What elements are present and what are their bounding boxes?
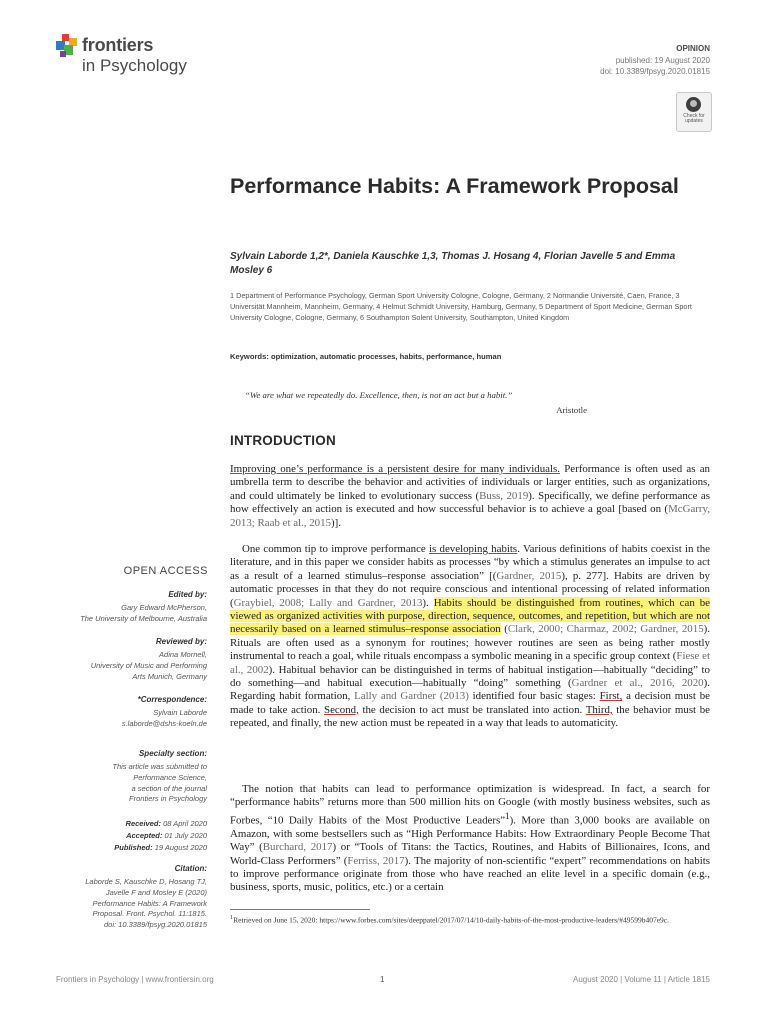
text-run: . Various definitions of habits coexist in the literature, and in this paper we consider habits as processes “by which a stimulus generates an impulse to act as a result of a learned stimulus–response association” [( bbox=[230, 543, 710, 582]
underlined-text: First, bbox=[599, 690, 623, 703]
highlighted-text: Habits should be distinguished from routines, which can be viewed as organized activities with purpose, direction, sequence, outcomes, and repetition, but which are not necessarily based on a learned stimulus–response association bbox=[230, 596, 711, 636]
citation-link[interactable]: Burchard, 2017 bbox=[262, 841, 333, 854]
citation-link[interactable]: Buss, 2019 bbox=[479, 489, 529, 502]
footnote-divider bbox=[230, 909, 370, 910]
text-run: identified four basic stages: bbox=[468, 690, 600, 703]
journal-logo[interactable] bbox=[56, 32, 206, 80]
sidebar-line: Arts Munich, Germany bbox=[132, 671, 207, 681]
crossmark-icon bbox=[686, 97, 701, 112]
editor-info bbox=[7, 603, 207, 625]
citation-info bbox=[7, 877, 207, 931]
sidebar-line: Laborde S, Kauschke D, Hosang TJ, bbox=[85, 877, 207, 886]
sidebar-line: Gary Edward McPherson, bbox=[121, 603, 207, 612]
text-run: ). Rituals are often used as a synonym for routines; however routines are seen as being rather mostly instrumental to reach a goal, while rituals encompass a symbolic meaning in a specific group context ( bbox=[230, 623, 710, 663]
footer-journal-link[interactable]: Frontiers in Psychology | www.frontiersin.org bbox=[56, 975, 214, 984]
sidebar-line: Proposal. Front. Psychol. 11:1815. bbox=[92, 909, 207, 919]
text-run: ( bbox=[500, 623, 508, 636]
citation-link[interactable]: Ferriss, 2017 bbox=[347, 854, 405, 867]
open-access-label: OPEN ACCESS bbox=[123, 565, 208, 577]
footnote-ref[interactable]: 1 bbox=[505, 810, 510, 821]
received-label: Received: bbox=[125, 819, 161, 828]
footnote bbox=[230, 912, 710, 926]
published-date-sidebar bbox=[7, 843, 207, 854]
citation-link[interactable]: McGarry, 2013; Raab et al., 2015 bbox=[230, 503, 710, 529]
sidebar-line: University of Music and Performing bbox=[90, 660, 207, 670]
received-value: 08 April 2020 bbox=[163, 819, 207, 828]
correspondence-heading: *Correspondence: bbox=[137, 695, 207, 704]
text-run: ), p. 277]. Habits are driven by automatic processes in that they do not require conscious and intentional processing of related information ( bbox=[230, 569, 710, 609]
citation-link[interactable]: Fiese et al., 2002 bbox=[230, 650, 710, 676]
text-run: ). bbox=[422, 596, 434, 609]
reviewed-by-heading: Reviewed by: bbox=[155, 637, 207, 646]
keywords-label: Keywords: bbox=[230, 352, 269, 361]
received-date bbox=[7, 819, 207, 830]
text-run: ). Habitual behavior can be distinguished in terms of habitual instigation—habitually “deciding” to do something—and habitual execution—habitually “doing” something ( bbox=[230, 663, 710, 690]
text-run: ). More than 3,000 books are available on Amazon, with some bestsellers such as “High Performance Habits: How Extraordinary People Become That Way” ( bbox=[230, 814, 710, 854]
citation-link[interactable]: Gardner et al., 2016, 2020 bbox=[571, 677, 704, 690]
specialty-info bbox=[7, 762, 207, 805]
keywords bbox=[230, 352, 710, 361]
underlined-text: is developing habits bbox=[429, 543, 518, 555]
accepted-date bbox=[7, 831, 207, 842]
sidebar-line: Sylvain Laborde bbox=[153, 708, 207, 717]
accepted-value: 01 July 2020 bbox=[164, 831, 207, 840]
underlined-text: Third, bbox=[585, 703, 613, 716]
sidebar-line: Adina Mornell, bbox=[159, 650, 207, 659]
crossmark-label: Check for updates bbox=[683, 113, 705, 124]
accepted-label: Accepted: bbox=[126, 831, 163, 840]
section-heading: INTRODUCTION bbox=[230, 433, 336, 448]
text-run: ). The majority of non-scientific “expert” recommendations on habits to improve performance originate from those who have reached an elite level in a specific domain (e.g., business, sports, music, politics, etc.) or a certain bbox=[230, 854, 711, 894]
text-run: the behavior must be repeated, and finally, the new action must be repeated in a way that leads to automaticity. bbox=[230, 703, 710, 730]
published-label: Published: bbox=[114, 843, 153, 852]
text-run: a decision must be made to take action. bbox=[230, 690, 710, 716]
sidebar-line: doi: 10.3389/fpsyg.2020.01815 bbox=[103, 920, 207, 930]
citation-link[interactable]: Graybiel, 2008; Lally and Gardner, 2013 bbox=[233, 596, 423, 609]
sidebar-line: Javelle F and Mosley E (2020) bbox=[105, 887, 207, 897]
page-number: 1 bbox=[380, 975, 385, 984]
sidebar-line: Performance Habits: A Framework bbox=[92, 898, 207, 908]
body-paragraph-2 bbox=[230, 543, 710, 731]
article-type: OPINION bbox=[676, 44, 710, 53]
sidebar-line: The University of Melbourne, Australia bbox=[80, 613, 207, 623]
body-paragraph-1 bbox=[230, 463, 710, 530]
underlined-text: Second, bbox=[324, 703, 359, 716]
sidebar-line: Performance Science, bbox=[133, 772, 207, 782]
epigraph-author: Aristotle bbox=[556, 405, 587, 415]
author-list: Sylvain Laborde 1,2*, Daniela Kauschke 1,3, Thomas J. Hosang 4, Florian Javelle 5 and Emma Mosley 6 bbox=[230, 251, 676, 276]
text-run: ) or “Tools of Titans: the Tactics, Routines, and Habits of Billionaires, Icons, and World-Class Performers” ( bbox=[230, 841, 710, 867]
keywords-list: optimization, automatic processes, habits, performance, human bbox=[270, 352, 502, 361]
check-for-updates-button[interactable] bbox=[676, 92, 712, 132]
sidebar-line: This article was submitted to bbox=[112, 762, 207, 771]
text-run: )]. bbox=[331, 516, 342, 529]
footer-issue-info: August 2020 | Volume 11 | Article 1815 bbox=[573, 975, 710, 984]
reviewer-info bbox=[7, 650, 207, 682]
edited-by-heading: Edited by: bbox=[168, 590, 207, 599]
text-run: Performance is often used as an umbrella term to describe the behavior and activities of individuals or larger entities, such as organizations, and could ultimately be linked to evolutionary success ( bbox=[230, 463, 710, 502]
citation-link[interactable]: Clark, 2000; Charmaz, 2002; Gardner, 2015 bbox=[507, 623, 704, 636]
sidebar-line: a section of the journal bbox=[131, 783, 207, 793]
article-title: Performance Habits: A Framework Proposal bbox=[230, 174, 679, 198]
brand-name: frontiers bbox=[82, 35, 154, 55]
text-run: ). Specifically, we define performance as how effectively an action is executed and how successful behavior is to achieve a goal [based on ( bbox=[230, 489, 710, 516]
frontiers-logo-icon bbox=[56, 34, 78, 58]
correspondence-info[interactable] bbox=[7, 708, 207, 730]
footnote-marker: 1 bbox=[230, 914, 234, 921]
specialty-heading: Specialty section: bbox=[138, 749, 207, 758]
underlined-text: Improving one’s performance is a persistent desire for many individuals. bbox=[230, 463, 560, 475]
body-paragraph-3 bbox=[230, 783, 710, 895]
citation-link[interactable]: Gardner, 2015 bbox=[496, 569, 562, 582]
published-value: 19 August 2020 bbox=[154, 843, 207, 852]
text-run: The notion that habits can lead to performance optimization is widespread. In fact, a search for “performance habits” returns more than 500 million hits on Google (with mostly business websites, such as Forbes, “10 Daily Habits of the Most Productive Leaders” bbox=[230, 783, 710, 827]
text-run: One common tip to improve performance bbox=[242, 543, 430, 555]
published-date: published: 19 August 2020 bbox=[615, 56, 710, 65]
sidebar-line: Frontiers in Psychology bbox=[129, 794, 207, 804]
affiliations: 1 Department of Performance Psychology, German Sport University Cologne, Cologne, Germany, 2 Normandie Université, Caen, France, 3 Universität Mannheim, Mannheim, Germany, 4 Helmut Schmidt University, Hamburg, Germany, 5 Department of Sport Medicine, German Sport University Cologne, Cologne, Germany, 6 Southampton Solent University, Southampton, United Kingdom bbox=[230, 291, 692, 323]
doi-link[interactable]: doi: 10.3389/fpsyg.2020.01815 bbox=[600, 67, 710, 76]
journal-name: in Psychology bbox=[82, 56, 187, 75]
epigraph-quote: “We are what we repeatedly do. Excellence, then, is not an act but a habit.” bbox=[245, 390, 513, 400]
footnote-text[interactable]: Retrieved on June 15, 2020: https://www.forbes.com/sites/deeppatel/2017/07/14/10-daily-habits-of-the-most-productive-leaders/#49599b407e9c. bbox=[233, 915, 670, 925]
citation-heading: Citation: bbox=[174, 864, 207, 873]
text-run: the decision to act must be translated into action. bbox=[358, 703, 586, 716]
citation-link[interactable]: Lally and Gardner (2013) bbox=[354, 690, 469, 703]
sidebar-line: s.laborde@dshs-koeln.de bbox=[121, 718, 207, 728]
text-run: ). Regarding habit formation, bbox=[230, 677, 710, 703]
